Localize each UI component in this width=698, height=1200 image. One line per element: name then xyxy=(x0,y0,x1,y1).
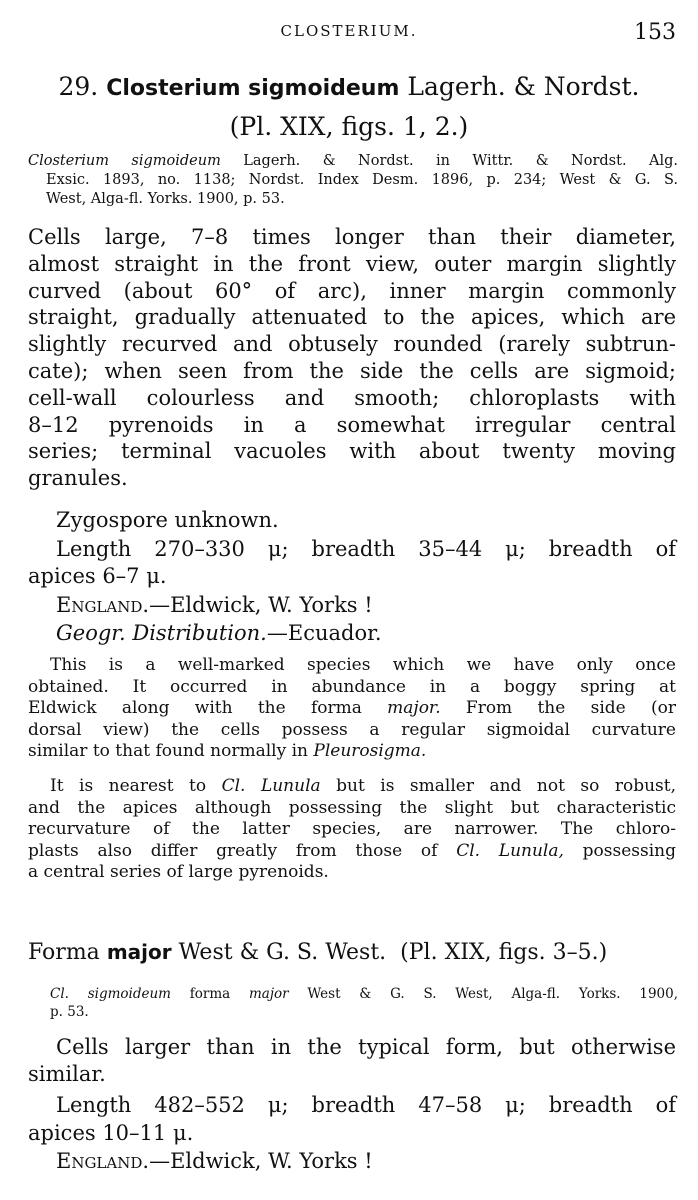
species-description xyxy=(28,224,676,492)
geographic-distribution xyxy=(56,620,382,647)
forma-locality xyxy=(56,1148,373,1175)
commentary-line xyxy=(28,698,676,720)
commentary-paragraph-2 xyxy=(28,776,676,884)
description-line: series; terminal vacuoles with about twenty moving xyxy=(28,439,676,464)
species-heading xyxy=(20,72,678,104)
locality-label: England. xyxy=(56,593,150,617)
description-line: curved (about 60° of arc), inner margin commonly xyxy=(28,278,676,303)
species-number: 29. xyxy=(58,72,99,101)
species-synonymy xyxy=(28,152,678,209)
commentary-text: possessing xyxy=(563,840,676,861)
species-plate-reference: (Pl. XIX, figs. 1, 2.) xyxy=(229,112,469,141)
description-line: Cells large, 7–8 times longer than their diameter, xyxy=(28,225,676,249)
description-line: 8–12 pyrenoids in a somewhat irregular central xyxy=(28,412,676,437)
forma-synonymy-line-1 xyxy=(50,985,678,1003)
description-line: granules. xyxy=(28,466,128,491)
forma-locality-label: England. xyxy=(56,1149,150,1173)
description-line: almost straight in the front view, outer margin slightly xyxy=(28,251,676,276)
commentary-text: It is nearest to xyxy=(50,776,222,796)
commentary-line: obtained. It occurred in abundance in a boggy spring at xyxy=(28,676,676,697)
forma-synonymy-text: forma xyxy=(189,986,231,1002)
measurements-line-2: apices 6–7 μ. xyxy=(28,564,167,588)
forma-synonymy xyxy=(50,985,678,1021)
synonymy-line-1: Lagerh. & Nordst. in Wittr. & Nordst. Alg. xyxy=(243,153,678,169)
forma-description-line: Cells larger than in the typical form, but otherwise xyxy=(56,1035,676,1059)
forma-locality-text: —Eldwick, W. Yorks ! xyxy=(149,1149,373,1173)
commentary-line: and the apices although possessing the slight but characteristic xyxy=(28,797,676,818)
running-head: CLOSTERIUM. xyxy=(280,22,418,40)
species-authority: Lagerh. & Nordst. xyxy=(407,72,640,101)
forma-measurements-line-2: apices 10–11 μ. xyxy=(28,1121,194,1145)
forma-synonymy-italic: Cl. sigmoideum xyxy=(50,986,171,1002)
forma-plate-reference: (Pl. XIX, figs. 3–5.) xyxy=(400,940,608,965)
commentary-line: This is a well-marked species which we have only once xyxy=(50,655,676,675)
distribution-label: Geogr. Distribution. xyxy=(56,621,267,645)
description-line: cate); when seen from the side the cells are sigmoid; xyxy=(28,358,676,383)
synonymy-italic-name: Closterium sigmoideum xyxy=(28,153,221,169)
commentary-line: recurvature of the latter species, are narrower. The chloro- xyxy=(28,819,676,840)
locality xyxy=(56,592,373,619)
forma-description-line: similar. xyxy=(28,1062,106,1086)
locality-text: —Eldwick, W. Yorks ! xyxy=(149,593,373,617)
synonymy-line-3: West, Alga-fl. Yorks. 1900, p. 53. xyxy=(46,191,285,207)
commentary-line: dorsal view) the cells possess a regular sigmoidal curvature xyxy=(28,719,676,740)
commentary-text: plasts also differ greatly from those of xyxy=(28,840,457,861)
page-number: 153 xyxy=(634,20,676,45)
commentary-paragraph-1 xyxy=(28,655,676,763)
commentary-text: From the side (or xyxy=(440,698,676,719)
commentary-italic: major. xyxy=(387,698,441,719)
distribution-text: —Ecuador. xyxy=(266,621,382,645)
forma-heading xyxy=(28,938,678,967)
commentary-text: similar to that found normally in xyxy=(28,741,314,762)
species-name: Closterium sigmoideum xyxy=(106,76,400,101)
description-line: straight, gradually attenuated to the apices, which are xyxy=(28,305,676,330)
synonymy-line-2: Exsic. 1893, no. 1138; Nordst. Index Desm. 1896, p. 234; West & G. S. xyxy=(46,172,678,188)
description-line: slightly recurved and obtusely rounded (rarely subtrun- xyxy=(28,332,676,357)
description-line: cell-wall colourless and smooth; chloroplasts with xyxy=(28,385,676,410)
forma-label: Forma xyxy=(28,940,100,965)
measurements-line-1: Length 270–330 μ; breadth 35–44 μ; breadth of xyxy=(56,537,676,561)
commentary-line: a central series of large pyrenoids. xyxy=(28,862,329,883)
commentary-text: Eldwick along with the forma xyxy=(28,698,362,719)
commentary-line xyxy=(28,741,676,763)
commentary-italic: Pleurosigma. xyxy=(313,741,427,762)
forma-measurements-line-1: Length 482–552 μ; breadth 47–58 μ; breadth of xyxy=(56,1093,676,1117)
commentary-italic: Cl. Lunula, xyxy=(456,840,564,861)
forma-authority: West & G. S. West. xyxy=(178,940,387,965)
zygospore-note: Zygospore unknown. xyxy=(56,508,279,532)
commentary-italic: Cl. Lunula xyxy=(221,776,321,796)
forma-synonymy-text: West & G. S. West, Alga-fl. Yorks. 1900, xyxy=(307,986,678,1002)
forma-description xyxy=(28,1034,676,1088)
commentary-text: but is smaller and not so robust, xyxy=(320,776,676,796)
commentary-line xyxy=(28,841,676,863)
forma-synonymy-italic: major xyxy=(248,986,289,1002)
commentary-line xyxy=(28,776,676,798)
forma-name: major xyxy=(106,940,172,964)
forma-synonymy-line-2: p. 53. xyxy=(50,1004,89,1020)
